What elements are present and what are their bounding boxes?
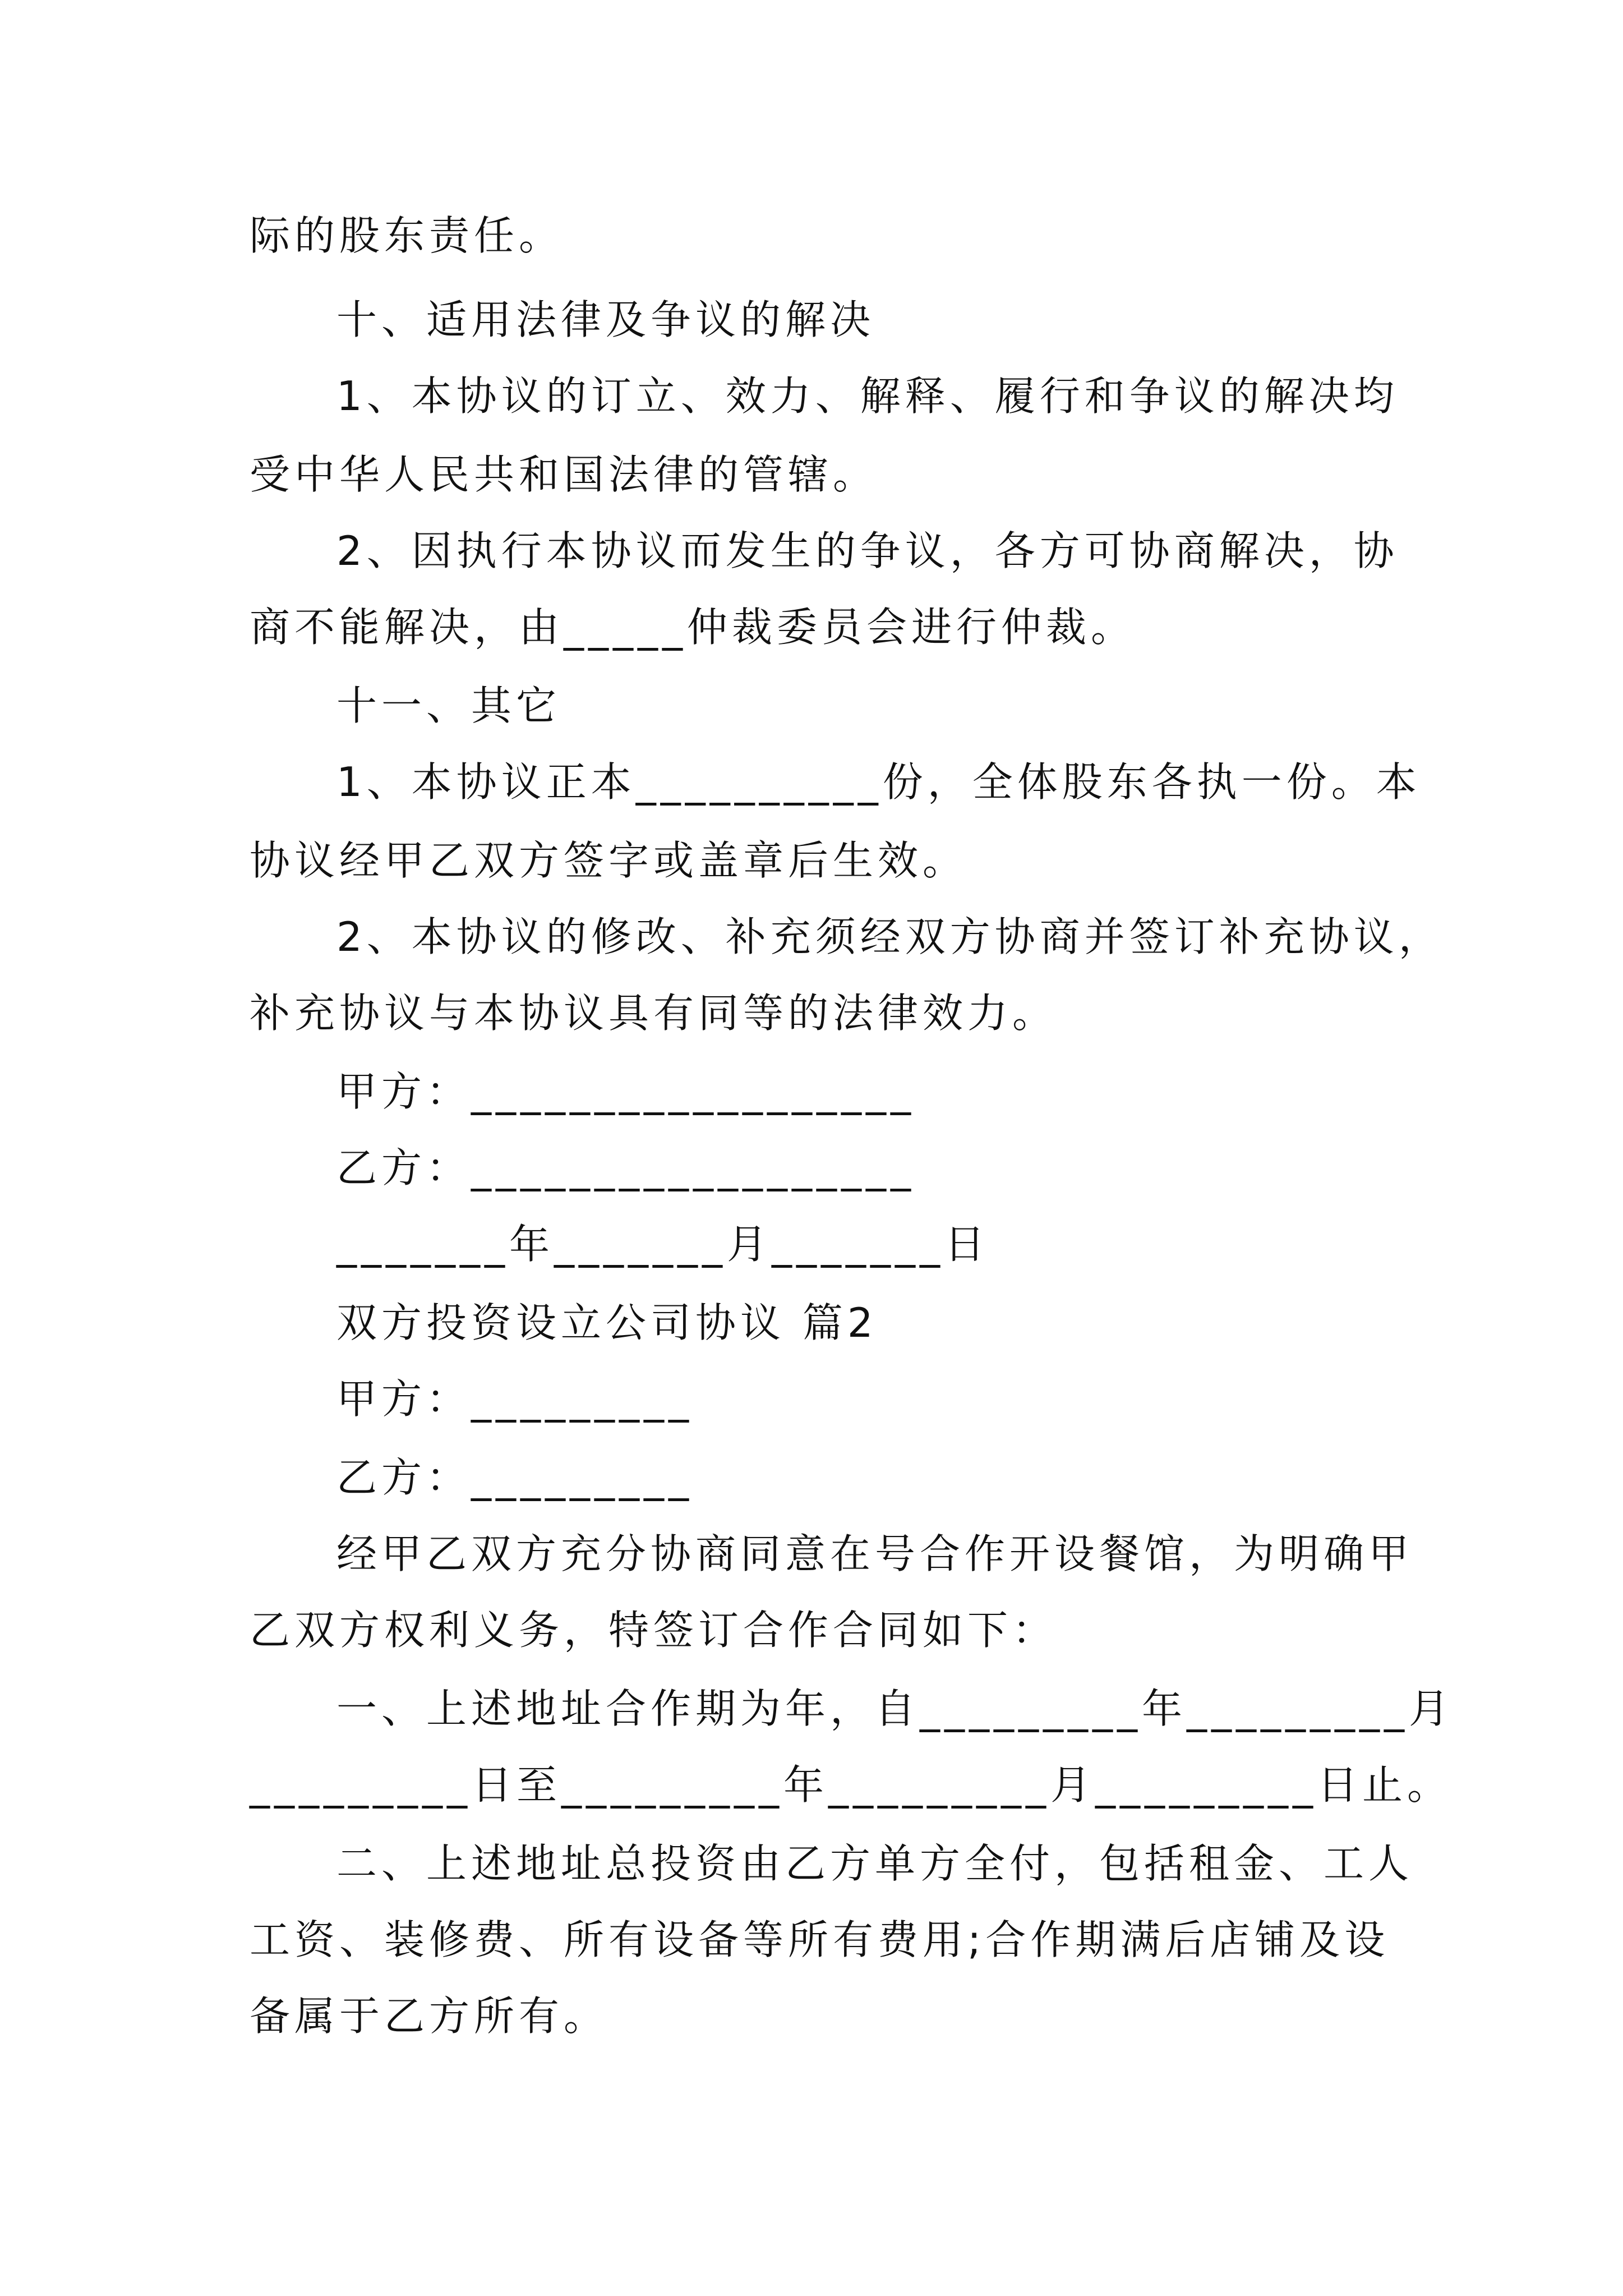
signature-party-b: 乙方：__________________: [336, 1144, 916, 1191]
party-a-field: 甲方：_________: [336, 1375, 694, 1423]
text-line-5: 2、因执行本协议而发生的争议，各方可协商解决，协: [336, 527, 1399, 574]
text-line-18: 经甲乙双方充分协商同意在号合作开设餐馆，为明确甲: [336, 1530, 1414, 1577]
text-line-6: 商不能解决，由_____仲裁委员会进行仲裁。: [250, 604, 1136, 651]
text-line-10: 2、本协议的修改、补充须经双方协商并签订补充协议，: [336, 913, 1444, 960]
party-b-field: 乙方：_________: [336, 1454, 694, 1501]
text-line-23: 工资、装修费、所有设备等所有费用;合作期满后店铺及设: [250, 1916, 1390, 1963]
text-line-1: 际的股东责任。: [250, 212, 564, 259]
signature-party-a: 甲方：__________________: [336, 1068, 916, 1115]
text-line-24: 备属于乙方所有。: [250, 1993, 609, 2040]
text-line-11: 补充协议与本协议具有同等的法律效力。: [250, 990, 1058, 1037]
text-line-4: 受中华人民共和国法律的管辖。: [250, 451, 878, 498]
signature-date: _______年_______月_______日: [336, 1221, 989, 1268]
text-line-8: 1、本协议正本__________份，全体股东各执一份。本: [336, 758, 1421, 806]
document-title-part-2: 双方投资设立公司协议 篇2: [336, 1299, 878, 1346]
text-line-22: 二、上述地址总投资由乙方单方全付，包括租金、工人: [336, 1840, 1414, 1887]
text-line-19: 乙双方权利义务，特签订合作合同如下：: [250, 1607, 1058, 1654]
text-line-9: 协议经甲乙双方签字或盖章后生效。: [250, 837, 968, 884]
text-line-20: 一、上述地址合作期为年，自_________年_________月: [336, 1685, 1454, 1732]
section-heading-10: 十、适用法律及争议的解决: [336, 296, 875, 343]
section-heading-11: 十一、其它: [336, 682, 561, 729]
text-line-21: _________日至_________年_________月_________日止。: [250, 1761, 1453, 1809]
text-line-3: 1、本协议的订立、效力、解释、履行和争议的解决均: [336, 372, 1399, 420]
